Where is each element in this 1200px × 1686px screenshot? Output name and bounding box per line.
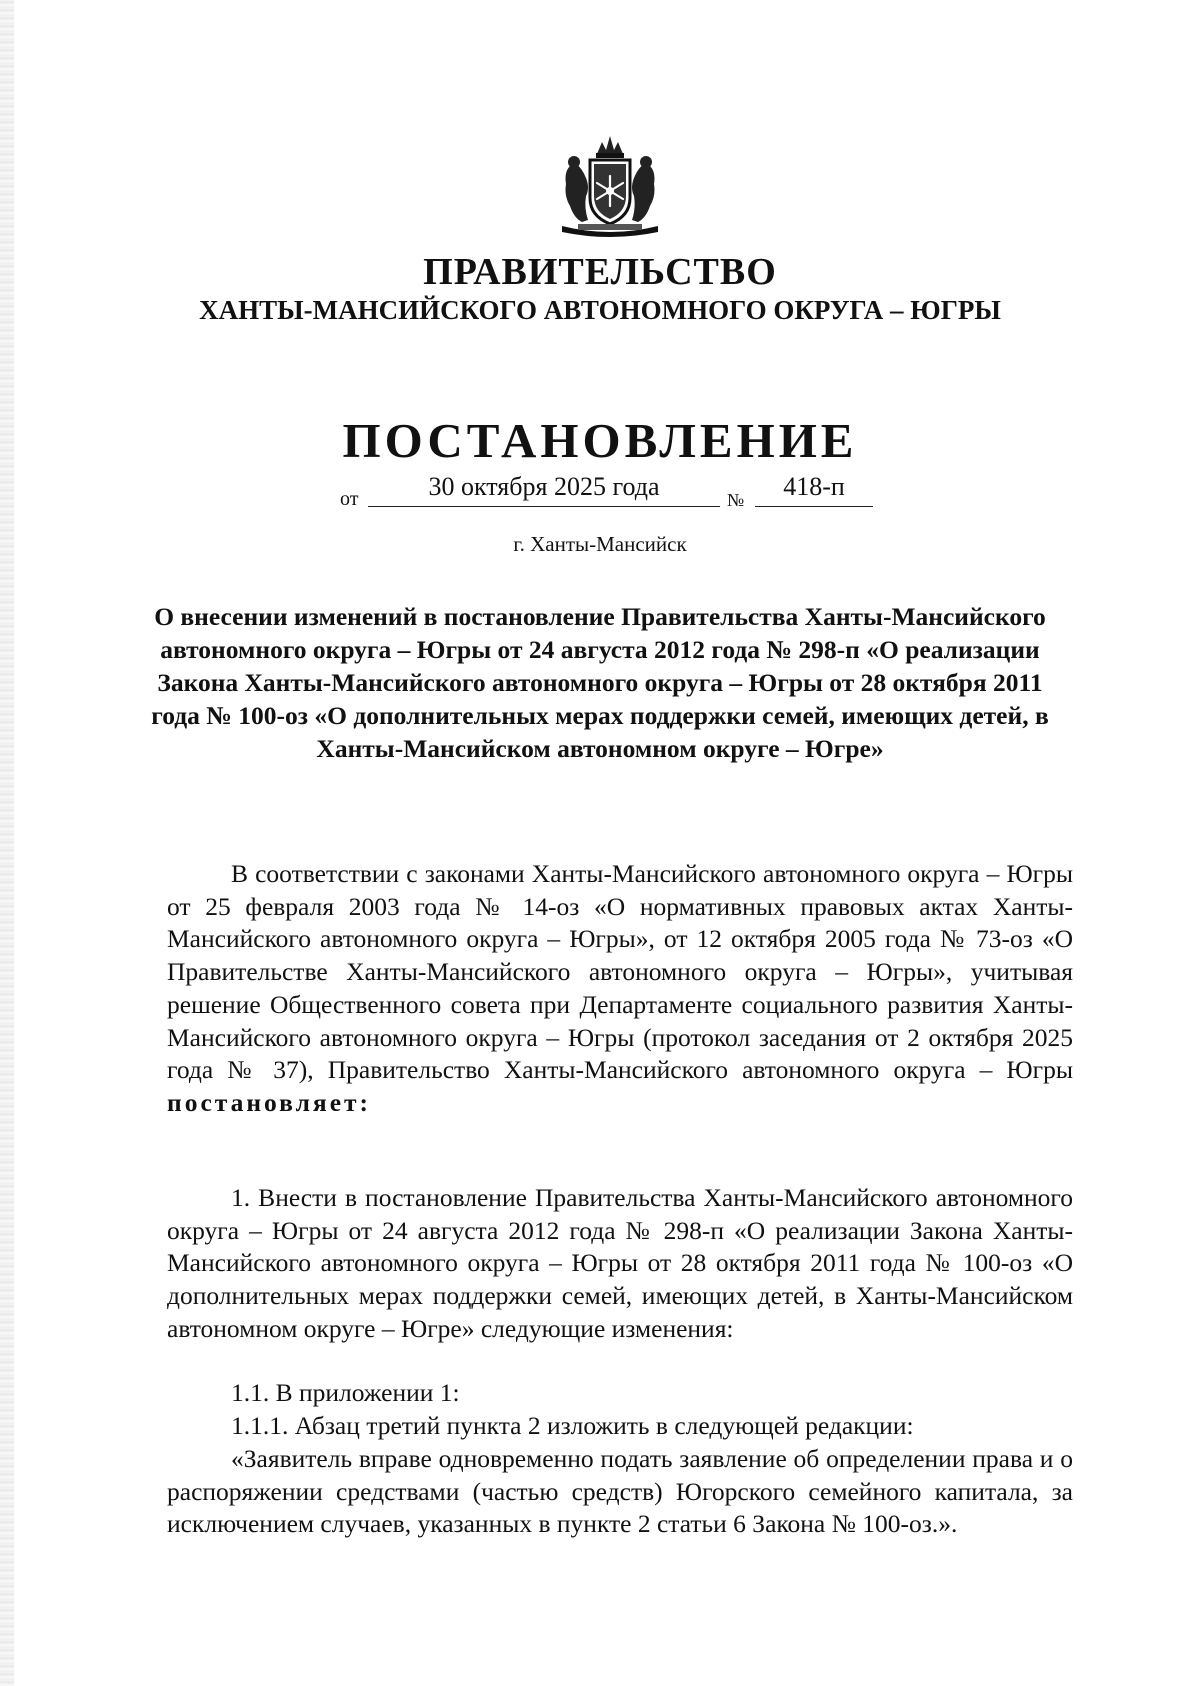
quote-paragraph: «Заявитель вправе одновременно подать заявление об определении права и о распоряжении средствами (частью средств) Югорского семейного капитала, за исключением случаев, указанных в пункте 2 статьи 6 Закона № 100-оз.». [167,1444,1073,1539]
document-date: 30 октября 2025 года [368,468,720,507]
date-number-row [0,468,1200,518]
government-title: ПРАВИТЕЛЬСТВО [423,251,777,293]
coat-of-arms-emblem [550,132,670,240]
document-heading: О внесении изменений в постановление Правительства Ханты-Мансийского автономного округа – Югры от 24 августа 2012 года № 298-п «О реализации Закона Ханты-Мансийского автономного округа – Югры от 28 октября 2011 года № 100-оз «О дополнительных мерах поддержки семей, имеющих детей, в Ханты-Мансийском автономном округе – Югре» [151,602,1049,763]
item-1-paragraph: 1. Внести в постановление Правительства Ханты-Мансийского автономного округа – Югры от 24 августа 2012 года № 298-п «О реализации Закона Ханты-Мансийского автономного округа – Югры от 28 октября 2011 года № 100-оз «О дополнительных мерах поддержки семей, имеющих детей, в Ханты-Мансийском автономном округе – Югре» следующие изменения: [167,1183,1073,1343]
document-number: 418-п [755,468,873,507]
document-type: ПОСТАНОВЛЕНИЕ [342,413,858,468]
preamble-text: В соответствии с законами Ханты-Мансийского автономного округа – Югры от 25 февраля 2003 года № 14-оз «О нормативных правовых актах Ханты-Мансийского автономного округа – Югры», от 12 октября 2005 года № 73-оз «О Правительстве Ханты-Мансийского автономного округа – Югры», учитывая решение Общественного совета при Департаменте социального развития Ханты-Мансийского автономного округа – Югры (протокол заседания от 2 октября 2025 года № 37), Правительство Ханты-Мансийского автономного округа – Югры [167,859,1073,1085]
number-prefix: № [727,490,745,510]
region-title: ХАНТЫ-МАНСИЙСКОГО АВТОНОМНОГО ОКРУГА – ЮГРЫ [199,295,1001,325]
city: г. Ханты-Мансийск [513,532,687,556]
date-prefix: от [340,488,359,510]
item-1-1-paragraph: 1.1. В приложении 1: [231,1378,460,1407]
preamble-paragraph [167,858,1073,1120]
resolves-word: постановляет: [167,1087,372,1117]
item-1-1-1-paragraph: 1.1.1. Абзац третий пункта 2 изложить в следующей редакции: [231,1411,914,1440]
